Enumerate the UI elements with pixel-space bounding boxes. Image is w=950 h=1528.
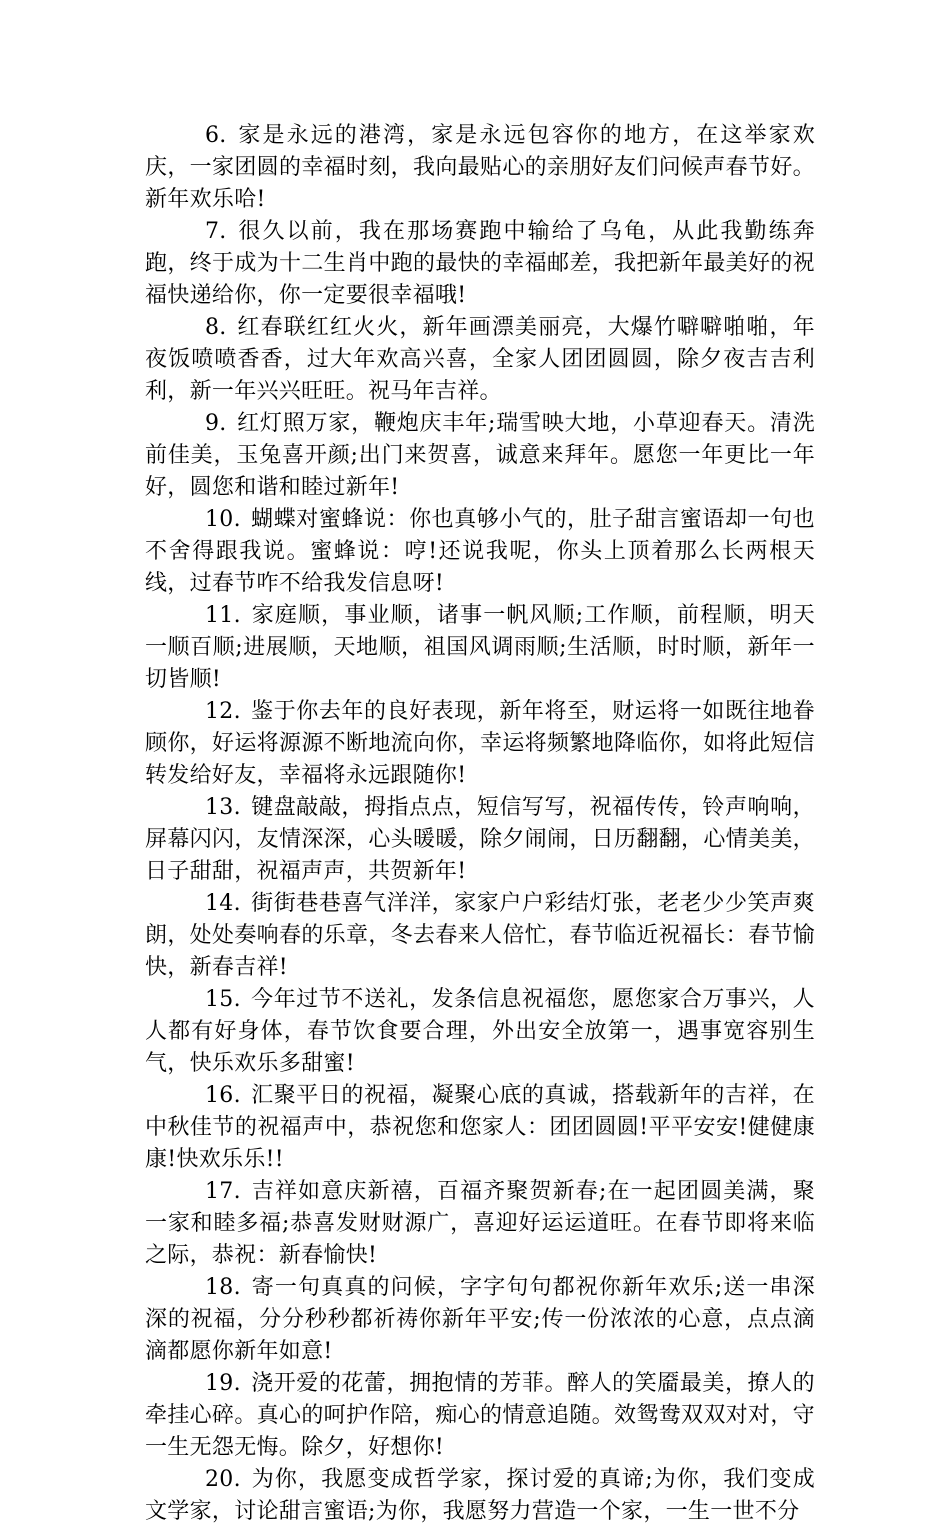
paragraph-text: 键盘敲敲，拇指点点，短信写写，祝福传传，铃声响响，屏幕闪闪，友情深深，心头暖暖，除夕闹闹，日历翻翻，心情美美，日子甜甜，祝福声声，共贺新年!: [145, 795, 815, 884]
paragraph-text: 鉴于你去年的良好表现，新年将至，财运将一如既往地眷顾你，好运将源源不断地流向你，幸运将频繁地降临你，如将此短信转发给好友，幸福将永远跟随你!: [145, 699, 815, 788]
paragraph-number: 6.: [205, 123, 227, 148]
paragraph-number: 19.: [205, 1371, 241, 1396]
greeting-paragraph-12: [145, 696, 815, 792]
paragraph-text: 寄一句真真的问候，字字句句都祝你新年欢乐;送一串深深的祝福，分分秒秒都祈祷你新年平安;传一份浓浓的心意，点点滴滴都愿你新年如意!: [145, 1275, 815, 1364]
paragraph-number: 11.: [205, 603, 241, 628]
paragraph-number: 15.: [205, 987, 241, 1012]
paragraph-number: 16.: [205, 1083, 241, 1108]
paragraph-number: 14.: [205, 891, 241, 916]
greeting-paragraph-8: [145, 312, 815, 408]
paragraph-text: 汇聚平日的祝福，凝聚心底的真诚，搭载新年的吉祥，在中秋佳节的祝福声中，恭祝您和您家人：团团圆圆!平平安安!健健康康!快欢乐乐!!: [145, 1083, 815, 1172]
paragraph-text: 吉祥如意庆新禧，百福齐聚贺新春;在一起团圆美满，聚一家和睦多福;恭喜发财财源广，喜迎好运运道旺。在春节即将来临之际，恭祝：新春愉快!: [145, 1179, 815, 1268]
greeting-paragraph-20: [145, 1464, 815, 1528]
paragraph-number: 17.: [205, 1179, 241, 1204]
greeting-paragraph-14: [145, 888, 815, 984]
greeting-paragraph-16: [145, 1080, 815, 1176]
paragraph-text: 浇开爱的花蕾，拥抱情的芳菲。醉人的笑靥最美，撩人的牵挂心碎。真心的呵护作陪，痴心的情意追随。效鸳鸯双双对对，守一生无怨无悔。除夕，好想你!: [145, 1371, 815, 1460]
paragraph-number: 20.: [205, 1467, 241, 1492]
greeting-paragraph-9: [145, 408, 815, 504]
greeting-paragraph-6: [145, 120, 815, 216]
paragraph-number: 12.: [205, 699, 241, 724]
paragraph-text: 今年过节不送礼，发条信息祝福您，愿您家合万事兴，人人都有好身体，春节饮食要合理，外出安全放第一，遇事宽容别生气，快乐欢乐多甜蜜!: [145, 987, 815, 1076]
paragraph-text: 街街巷巷喜气洋洋，家家户户彩结灯张，老老少少笑声爽朗，处处奏响春的乐章，冬去春来人倍忙，春节临近祝福长：春节愉快，新春吉祥!: [145, 891, 815, 980]
paragraph-number: 10.: [205, 507, 241, 532]
paragraph-number: 9.: [205, 411, 227, 436]
greeting-paragraph-13: [145, 792, 815, 888]
paragraph-text: 为你，我愿变成哲学家，探讨爱的真谛;为你，我们变成文学家，讨论甜言蜜语;为你，我愿努力营造一个家，一生一世不分: [145, 1467, 815, 1524]
paragraph-number: 7.: [205, 219, 227, 244]
greeting-paragraph-19: [145, 1368, 815, 1464]
paragraph-number: 18.: [205, 1275, 241, 1300]
paragraph-text: 家庭顺，事业顺，诸事一帆风顺;工作顺，前程顺，明天一顺百顺;进展顺，天地顺，祖国风调雨顺;生活顺，时时顺，新年一切皆顺!: [145, 603, 815, 692]
greeting-paragraph-7: [145, 216, 815, 312]
greeting-paragraph-10: [145, 504, 815, 600]
greeting-paragraph-17: [145, 1176, 815, 1272]
paragraph-number: 8.: [205, 315, 227, 340]
greeting-paragraph-11: [145, 600, 815, 696]
paragraph-text: 家是永远的港湾，家是永远包容你的地方，在这举家欢庆，一家团圆的幸福时刻，我向最贴心的亲朋好友们问候声春节好。新年欢乐哈!: [145, 123, 815, 212]
paragraph-text: 红灯照万家，鞭炮庆丰年;瑞雪映大地，小草迎春天。清洗前佳美，玉兔喜开颜;出门来贺喜，诚意来拜年。愿您一年更比一年好，圆您和谐和睦过新年!: [145, 411, 815, 500]
paragraph-text: 很久以前，我在那场赛跑中输给了乌龟，从此我勤练奔跑，终于成为十二生肖中跑的最快的幸福邮差，我把新年最美好的祝福快递给你，你一定要很幸福哦!: [145, 219, 815, 308]
paragraph-text: 红春联红红火火，新年画漂美丽亮，大爆竹噼噼啪啪，年夜饭喷喷香香，过大年欢高兴喜，全家人团团圆圆，除夕夜吉吉利利，新一年兴兴旺旺。祝马年吉祥。: [145, 315, 815, 404]
greeting-paragraph-15: [145, 984, 815, 1080]
greeting-paragraph-18: [145, 1272, 815, 1368]
paragraph-text: 蝴蝶对蜜蜂说：你也真够小气的，肚子甜言蜜语却一句也不舍得跟我说。蜜蜂说：哼!还说我呢，你头上顶着那么长两根天线，过春节咋不给我发信息呀!: [145, 507, 815, 596]
document-body: [145, 120, 815, 1528]
paragraph-number: 13.: [205, 795, 241, 820]
